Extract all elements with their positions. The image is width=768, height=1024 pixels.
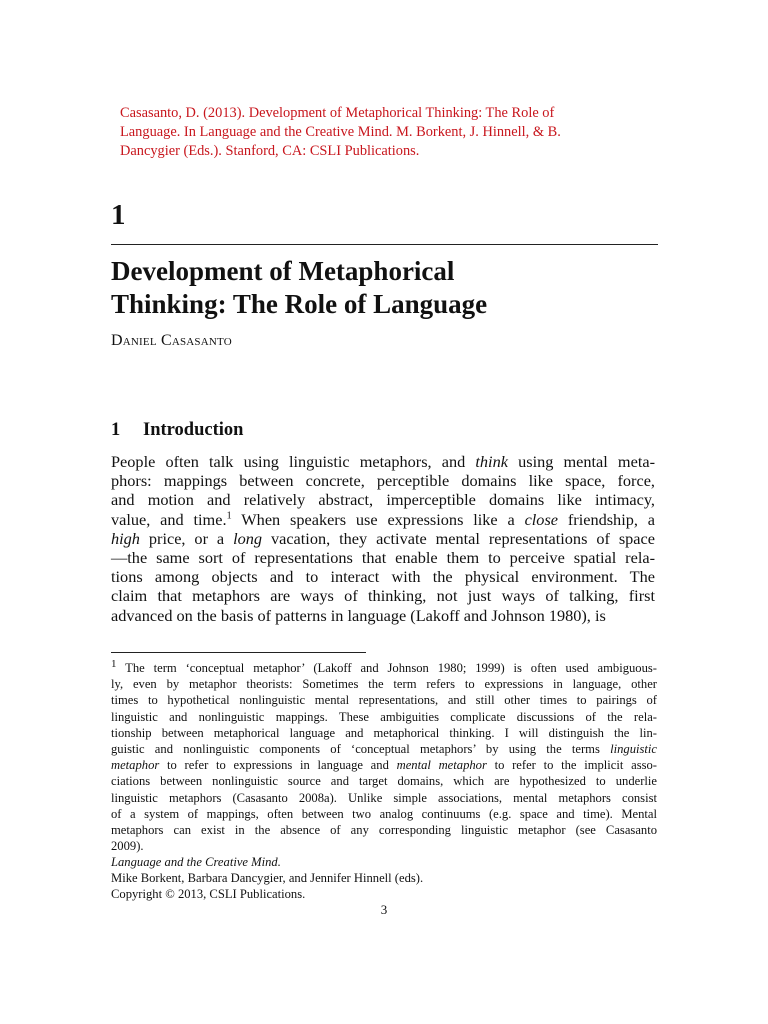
footnote-line: ciations between nonlinguistic source and target domains, which are hypothesized to underlie xyxy=(111,774,657,789)
body-line: tions among objects and to interact with the physical environment. The xyxy=(111,567,655,587)
footnote-line: 2009). xyxy=(111,839,144,854)
footnote-line: tionship between metaphorical language and metaphorical thinking. I will distinguish the lin- xyxy=(111,725,657,740)
imprint xyxy=(111,855,657,902)
imprint-book-title: Language and the Creative Mind. xyxy=(111,855,281,869)
footnote-marker: 1 xyxy=(111,657,117,670)
emphasis: think xyxy=(475,452,508,471)
emphasis: linguistic xyxy=(610,742,657,757)
emphasis: long xyxy=(233,528,263,548)
footnote-line: times to hypothetical nonlinguistic mental representations, and still other times to pairings of xyxy=(111,693,657,708)
page xyxy=(111,0,658,1024)
author-name: Daniel Casasanto xyxy=(111,332,232,349)
emphasis: metaphor xyxy=(111,758,160,773)
footnote-line: linguistic metaphors (Casasanto 2008a). Unlike simple associations, mental metaphors consist xyxy=(111,790,657,805)
section-title: Introduction xyxy=(143,420,244,440)
chapter-title xyxy=(111,255,658,321)
body-line: People often talk using linguistic metaphors, and think using mental meta- xyxy=(111,452,655,471)
page-number: 3 xyxy=(380,902,388,917)
footnote-line: linguistic and nonlinguistic mappings. These ambiguities complicate discussions of the rela- xyxy=(111,709,657,724)
body-line: value, and time.$^1$ When speakers use expressions like a close friendship, a xyxy=(111,509,655,529)
body-line: phors: mappings between concrete, perceptible domains like space, force, xyxy=(111,471,655,491)
footnote-line: guistic and nonlinguistic components of ‘conceptual metaphors’ by using the terms linguistic xyxy=(111,742,657,757)
body-line: high price, or a long vacation, they activate mental representations of space xyxy=(111,528,655,548)
body-line: —the same sort of representations that enable them to perceive spatial rela- xyxy=(111,548,655,568)
body-line: advanced on the basis of patterns in language (Lakoff and Johnson 1980), is xyxy=(111,605,606,625)
chapter-number: 1 xyxy=(111,199,126,231)
citation-line: Casasanto, D. (2013). Development of Metaphorical Thinking: The Role of xyxy=(120,105,555,121)
imprint-editors: Mike Borkent, Barbara Dancygier, and Jennifer Hinnell (eds). xyxy=(111,870,424,885)
footnote-reference[interactable]: 1 xyxy=(226,510,232,522)
body-paragraph xyxy=(111,452,655,625)
chapter-title-line: Thinking: The Role of Language xyxy=(111,289,488,319)
footnote-line: $^1$ The term ‘conceptual metaphor’ (Lakoff and Johnson 1980; 1999) is often used ambiguous- xyxy=(111,657,657,675)
body-line: and motion and relatively abstract, imperceptible domains like intimacy, xyxy=(111,490,655,510)
footnote xyxy=(111,657,657,854)
emphasis: close xyxy=(524,509,559,529)
emphasis: high xyxy=(111,528,140,548)
footnote-rule xyxy=(111,652,366,653)
footnote-line: of a system of mappings, often between two analog continuums (e.g. space and time). Mental xyxy=(111,806,657,821)
citation-line: Language. In Language and the Creative Mind. M. Borkent, J. Hinnell, & B. xyxy=(120,124,561,140)
chapter-rule xyxy=(111,244,658,245)
footnote-line: metaphors can exist in the absence of any corresponding linguistic metaphor (see Casasanto xyxy=(111,823,657,838)
citation-line: Dancygier (Eds.). Stanford, CA: CSLI Publications. xyxy=(120,143,420,159)
footnote-line: metaphor to refer to expressions in language and mental metaphor to refer to the implicit asso- xyxy=(111,758,657,773)
chapter-title-line: Development of Metaphorical xyxy=(111,256,455,286)
footnote-line: ly, even by metaphor theorists: Sometimes the term refers to expressions in language, other xyxy=(111,677,657,692)
emphasis: mental metaphor xyxy=(396,758,487,773)
section-heading xyxy=(111,419,243,441)
imprint-copyright: Copyright © 2013, CSLI Publications. xyxy=(111,886,306,901)
citation-header xyxy=(120,104,640,161)
body-line: claim that metaphors are ways of thinking, not just ways of talking, first xyxy=(111,586,655,606)
section-number: 1 xyxy=(111,420,121,440)
